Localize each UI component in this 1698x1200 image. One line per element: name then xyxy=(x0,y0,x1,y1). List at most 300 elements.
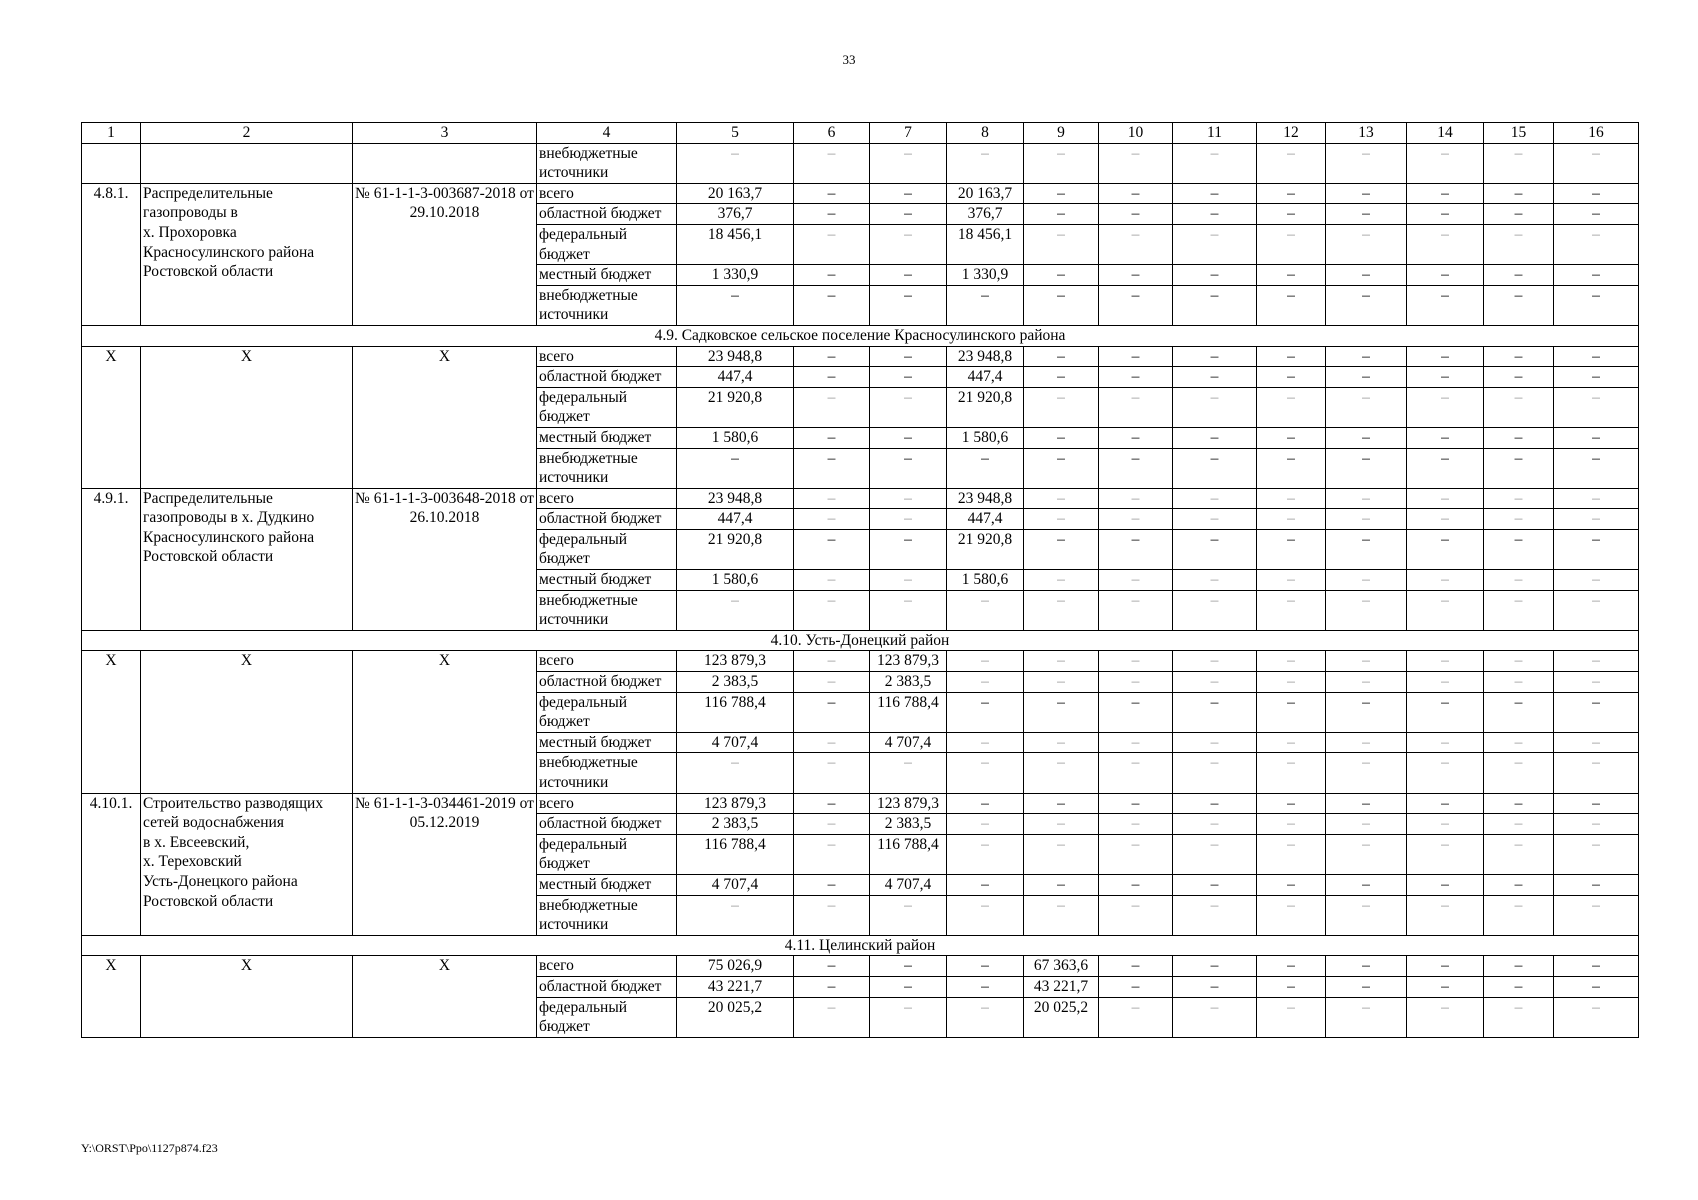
funding-source-label: местный бюджет xyxy=(537,732,677,753)
value-cell: – xyxy=(1024,204,1099,225)
value-cell: 2 383,5 xyxy=(870,814,947,835)
value-cell: – xyxy=(794,956,870,977)
value-cell: – xyxy=(1024,753,1099,793)
funding-source-label: всего xyxy=(537,183,677,204)
value-cell: 116 788,4 xyxy=(677,692,794,732)
value-cell: – xyxy=(1099,874,1173,895)
value-cell: – xyxy=(1407,448,1484,488)
value-cell: – xyxy=(1407,732,1484,753)
value-cell: – xyxy=(1257,427,1326,448)
value-cell: – xyxy=(1173,814,1257,835)
table-row xyxy=(82,346,1639,367)
value-cell: – xyxy=(870,753,947,793)
value-cell: – xyxy=(1024,224,1099,264)
value-cell: – xyxy=(870,285,947,325)
value-cell: – xyxy=(1099,997,1173,1037)
value-cell: – xyxy=(947,834,1024,874)
funding-source-label: внебюджетные источники xyxy=(537,143,677,183)
section-title: 4.11. Целинский район xyxy=(82,935,1639,956)
funding-source-label: федеральный бюджет xyxy=(537,997,677,1037)
value-cell: – xyxy=(1484,570,1554,591)
value-cell: – xyxy=(794,448,870,488)
object-name-cell: Распределительные газопроводы в х. Прохоровка Красносулинского района Ростовской области xyxy=(141,183,353,325)
value-cell: – xyxy=(947,590,1024,630)
value-cell: – xyxy=(794,265,870,286)
value-cell: – xyxy=(1326,976,1407,997)
value-cell: – xyxy=(1326,488,1407,509)
value-cell: – xyxy=(1407,814,1484,835)
value-cell: – xyxy=(1173,570,1257,591)
value-cell: 2 383,5 xyxy=(677,672,794,693)
value-cell: – xyxy=(1326,753,1407,793)
value-cell: – xyxy=(1173,874,1257,895)
row-id-cell: X xyxy=(82,651,141,793)
value-cell: – xyxy=(1099,793,1173,814)
funding-source-label: областной бюджет xyxy=(537,509,677,530)
document-number-cell xyxy=(353,143,537,183)
funding-source-label: областной бюджет xyxy=(537,672,677,693)
value-cell: – xyxy=(1484,509,1554,530)
value-cell: – xyxy=(1173,793,1257,814)
funding-source-label: областной бюджет xyxy=(537,204,677,225)
document-number-cell: X xyxy=(353,651,537,793)
table-row xyxy=(82,651,1639,672)
value-cell: – xyxy=(1024,367,1099,388)
value-cell: – xyxy=(870,570,947,591)
funding-source-label: внебюджетные источники xyxy=(537,285,677,325)
value-cell: – xyxy=(1407,346,1484,367)
funding-source-label: всего xyxy=(537,651,677,672)
value-cell: – xyxy=(1024,570,1099,591)
value-cell: – xyxy=(1024,509,1099,530)
value-cell: – xyxy=(1554,651,1639,672)
value-cell: 67 363,6 xyxy=(1024,956,1099,977)
value-cell: – xyxy=(1257,570,1326,591)
value-cell: – xyxy=(870,224,947,264)
value-cell: 447,4 xyxy=(677,509,794,530)
value-cell: – xyxy=(1326,367,1407,388)
value-cell: – xyxy=(794,387,870,427)
value-cell: – xyxy=(1326,143,1407,183)
section-header-row xyxy=(82,325,1639,346)
value-cell: – xyxy=(1554,753,1639,793)
value-cell: – xyxy=(1554,834,1639,874)
value-cell: – xyxy=(1407,753,1484,793)
value-cell: 1 330,9 xyxy=(677,265,794,286)
value-cell: 2 383,5 xyxy=(870,672,947,693)
budget-table xyxy=(81,122,1639,1038)
value-cell: – xyxy=(1257,793,1326,814)
table-body xyxy=(82,143,1639,1037)
value-cell: – xyxy=(1554,956,1639,977)
value-cell: – xyxy=(1173,427,1257,448)
value-cell: – xyxy=(1554,976,1639,997)
section-header-row xyxy=(82,630,1639,651)
value-cell: – xyxy=(794,529,870,569)
value-cell: – xyxy=(1173,590,1257,630)
value-cell: – xyxy=(1099,224,1173,264)
column-header: 3 xyxy=(353,123,537,144)
value-cell: – xyxy=(1024,672,1099,693)
funding-source-label: всего xyxy=(537,488,677,509)
value-cell: – xyxy=(1407,529,1484,569)
document-number-cell: X xyxy=(353,346,537,488)
value-cell: – xyxy=(1554,346,1639,367)
value-cell: – xyxy=(1484,672,1554,693)
funding-source-label: областной бюджет xyxy=(537,976,677,997)
value-cell: – xyxy=(1484,346,1554,367)
value-cell: – xyxy=(1484,183,1554,204)
value-cell: – xyxy=(1257,488,1326,509)
value-cell: – xyxy=(1024,590,1099,630)
value-cell: – xyxy=(1554,590,1639,630)
value-cell: – xyxy=(1407,793,1484,814)
value-cell: – xyxy=(1407,651,1484,672)
document-number-cell: № 61-1-1-3-003648-2018 от 26.10.2018 xyxy=(353,488,537,630)
value-cell: – xyxy=(1173,204,1257,225)
value-cell: 20 025,2 xyxy=(677,997,794,1037)
column-number-row xyxy=(82,123,1639,144)
value-cell: – xyxy=(870,976,947,997)
value-cell: – xyxy=(1173,183,1257,204)
value-cell: – xyxy=(1257,367,1326,388)
value-cell: – xyxy=(1554,732,1639,753)
value-cell: – xyxy=(1326,224,1407,264)
value-cell: – xyxy=(1326,814,1407,835)
value-cell: – xyxy=(1099,956,1173,977)
funding-source-label: федеральный бюджет xyxy=(537,387,677,427)
value-cell: 447,4 xyxy=(947,509,1024,530)
value-cell: – xyxy=(1024,285,1099,325)
value-cell: – xyxy=(1484,976,1554,997)
value-cell: – xyxy=(794,427,870,448)
value-cell: – xyxy=(1407,387,1484,427)
value-cell: – xyxy=(1099,509,1173,530)
value-cell: – xyxy=(677,143,794,183)
value-cell: – xyxy=(1099,672,1173,693)
column-header: 12 xyxy=(1257,123,1326,144)
value-cell: – xyxy=(1484,814,1554,835)
value-cell: – xyxy=(1257,814,1326,835)
value-cell: – xyxy=(1024,448,1099,488)
value-cell: – xyxy=(947,672,1024,693)
value-cell: – xyxy=(1099,285,1173,325)
value-cell: – xyxy=(1024,692,1099,732)
funding-source-label: внебюджетные источники xyxy=(537,895,677,935)
value-cell: – xyxy=(677,590,794,630)
value-cell: – xyxy=(947,651,1024,672)
value-cell: – xyxy=(1554,488,1639,509)
value-cell: – xyxy=(1173,651,1257,672)
funding-source-label: всего xyxy=(537,956,677,977)
value-cell: 4 707,4 xyxy=(870,732,947,753)
value-cell: – xyxy=(1257,509,1326,530)
value-cell: – xyxy=(1484,488,1554,509)
value-cell: – xyxy=(1554,204,1639,225)
value-cell: 1 580,6 xyxy=(947,570,1024,591)
value-cell: – xyxy=(1407,285,1484,325)
value-cell: – xyxy=(1554,285,1639,325)
value-cell: – xyxy=(870,529,947,569)
value-cell: 23 948,8 xyxy=(677,346,794,367)
value-cell: – xyxy=(1554,672,1639,693)
value-cell: – xyxy=(870,427,947,448)
value-cell: – xyxy=(794,651,870,672)
document-number-cell: X xyxy=(353,956,537,1037)
value-cell: – xyxy=(947,753,1024,793)
value-cell: 21 920,8 xyxy=(677,529,794,569)
value-cell: – xyxy=(1257,224,1326,264)
value-cell: 23 948,8 xyxy=(947,488,1024,509)
value-cell: 1 580,6 xyxy=(947,427,1024,448)
object-name-cell: X xyxy=(141,956,353,1037)
value-cell: – xyxy=(1099,367,1173,388)
value-cell: – xyxy=(1484,692,1554,732)
value-cell: – xyxy=(870,265,947,286)
value-cell: – xyxy=(677,895,794,935)
value-cell: – xyxy=(1099,529,1173,569)
value-cell: – xyxy=(1554,793,1639,814)
value-cell: – xyxy=(1024,793,1099,814)
value-cell: – xyxy=(1024,265,1099,286)
value-cell: 4 707,4 xyxy=(677,732,794,753)
table-row xyxy=(82,488,1639,509)
value-cell: – xyxy=(1173,143,1257,183)
value-cell: – xyxy=(947,793,1024,814)
value-cell: – xyxy=(1099,143,1173,183)
value-cell: 447,4 xyxy=(677,367,794,388)
value-cell: – xyxy=(1257,529,1326,569)
value-cell: – xyxy=(1326,997,1407,1037)
value-cell: – xyxy=(1099,590,1173,630)
column-header: 7 xyxy=(870,123,947,144)
value-cell: – xyxy=(870,956,947,977)
value-cell: – xyxy=(1484,204,1554,225)
object-name-cell: Строительство разводящих сетей водоснабжения в х. Евсеевский, х. Тереховский Усть-Донецкого района Ростовской области xyxy=(141,793,353,935)
value-cell: – xyxy=(870,367,947,388)
value-cell: – xyxy=(1099,692,1173,732)
value-cell: – xyxy=(870,346,947,367)
value-cell: – xyxy=(1326,285,1407,325)
column-header: 16 xyxy=(1554,123,1639,144)
value-cell: – xyxy=(1554,367,1639,388)
value-cell: – xyxy=(1257,387,1326,427)
value-cell: – xyxy=(1326,448,1407,488)
value-cell: 376,7 xyxy=(947,204,1024,225)
value-cell: – xyxy=(1173,976,1257,997)
value-cell: 18 456,1 xyxy=(947,224,1024,264)
value-cell: – xyxy=(794,976,870,997)
funding-source-label: местный бюджет xyxy=(537,427,677,448)
value-cell: – xyxy=(1407,143,1484,183)
value-cell: – xyxy=(1484,448,1554,488)
value-cell: – xyxy=(1173,285,1257,325)
value-cell: – xyxy=(1173,529,1257,569)
value-cell: 20 163,7 xyxy=(677,183,794,204)
value-cell: – xyxy=(1326,895,1407,935)
value-cell: – xyxy=(1257,448,1326,488)
value-cell: – xyxy=(947,448,1024,488)
value-cell: – xyxy=(1407,874,1484,895)
value-cell: – xyxy=(1554,265,1639,286)
section-title: 4.9. Садковское сельское поселение Красносулинского района xyxy=(82,325,1639,346)
document-number-cell: № 61-1-1-3-034461-2019 от 05.12.2019 xyxy=(353,793,537,935)
value-cell: – xyxy=(1407,590,1484,630)
value-cell: – xyxy=(1554,997,1639,1037)
funding-source-label: областной бюджет xyxy=(537,367,677,388)
column-header: 10 xyxy=(1099,123,1173,144)
value-cell: – xyxy=(1099,570,1173,591)
value-cell: 4 707,4 xyxy=(677,874,794,895)
column-header: 1 xyxy=(82,123,141,144)
funding-source-label: внебюджетные источники xyxy=(537,753,677,793)
value-cell: – xyxy=(1407,509,1484,530)
value-cell: – xyxy=(947,956,1024,977)
value-cell: – xyxy=(794,488,870,509)
value-cell: – xyxy=(1024,427,1099,448)
value-cell: – xyxy=(1257,874,1326,895)
value-cell: – xyxy=(794,590,870,630)
value-cell: – xyxy=(1173,692,1257,732)
row-id-cell xyxy=(82,143,141,183)
value-cell: – xyxy=(1257,651,1326,672)
value-cell: – xyxy=(1484,834,1554,874)
value-cell: – xyxy=(1484,143,1554,183)
value-cell: – xyxy=(1554,529,1639,569)
value-cell: – xyxy=(1484,367,1554,388)
value-cell: – xyxy=(947,976,1024,997)
value-cell: – xyxy=(870,488,947,509)
funding-source-label: местный бюджет xyxy=(537,570,677,591)
value-cell: – xyxy=(794,224,870,264)
value-cell: 23 948,8 xyxy=(947,346,1024,367)
document-number-cell: № 61-1-1-3-003687-2018 от 29.10.2018 xyxy=(353,183,537,325)
value-cell: – xyxy=(1554,570,1639,591)
row-id-cell: X xyxy=(82,956,141,1037)
value-cell: 1 580,6 xyxy=(677,570,794,591)
value-cell: – xyxy=(794,895,870,935)
row-id-cell: 4.10.1. xyxy=(82,793,141,935)
value-cell: 376,7 xyxy=(677,204,794,225)
value-cell: – xyxy=(1554,509,1639,530)
value-cell: – xyxy=(1326,509,1407,530)
value-cell: – xyxy=(1326,570,1407,591)
value-cell: – xyxy=(1326,346,1407,367)
value-cell: – xyxy=(1099,834,1173,874)
value-cell: – xyxy=(677,753,794,793)
value-cell: – xyxy=(1173,732,1257,753)
value-cell: – xyxy=(870,183,947,204)
value-cell: – xyxy=(1024,183,1099,204)
value-cell: – xyxy=(1326,427,1407,448)
value-cell: – xyxy=(1484,427,1554,448)
value-cell: – xyxy=(1326,672,1407,693)
value-cell: – xyxy=(1484,732,1554,753)
value-cell: – xyxy=(677,285,794,325)
object-name-cell: X xyxy=(141,346,353,488)
column-header: 9 xyxy=(1024,123,1099,144)
value-cell: – xyxy=(1484,285,1554,325)
value-cell: 123 879,3 xyxy=(870,651,947,672)
value-cell: – xyxy=(1257,346,1326,367)
value-cell: – xyxy=(1407,997,1484,1037)
row-id-cell: 4.8.1. xyxy=(82,183,141,325)
value-cell: 20 163,7 xyxy=(947,183,1024,204)
value-cell: – xyxy=(1407,488,1484,509)
column-header: 15 xyxy=(1484,123,1554,144)
value-cell: – xyxy=(1326,183,1407,204)
value-cell: – xyxy=(1326,732,1407,753)
value-cell: – xyxy=(1257,834,1326,874)
value-cell: – xyxy=(1099,488,1173,509)
value-cell: – xyxy=(1554,387,1639,427)
value-cell: – xyxy=(677,448,794,488)
value-cell: – xyxy=(1024,874,1099,895)
value-cell: – xyxy=(1099,732,1173,753)
value-cell: 75 026,9 xyxy=(677,956,794,977)
footer-file-path: Y:\ORST\Ppo\1127p874.f23 xyxy=(81,1141,218,1155)
value-cell: – xyxy=(947,997,1024,1037)
value-cell: – xyxy=(1554,692,1639,732)
value-cell: – xyxy=(794,346,870,367)
value-cell: – xyxy=(1554,427,1639,448)
value-cell: – xyxy=(1407,834,1484,874)
value-cell: – xyxy=(1173,997,1257,1037)
value-cell: – xyxy=(947,874,1024,895)
value-cell: – xyxy=(1024,814,1099,835)
value-cell: – xyxy=(1099,427,1173,448)
value-cell: – xyxy=(1326,874,1407,895)
value-cell: – xyxy=(1173,509,1257,530)
object-name-cell: X xyxy=(141,651,353,793)
value-cell: – xyxy=(1484,895,1554,935)
table-row xyxy=(82,183,1639,204)
value-cell: 116 788,4 xyxy=(677,834,794,874)
object-name-cell xyxy=(141,143,353,183)
value-cell: – xyxy=(1099,895,1173,935)
funding-source-label: областной бюджет xyxy=(537,814,677,835)
value-cell: – xyxy=(1326,793,1407,814)
value-cell: – xyxy=(1257,895,1326,935)
value-cell: – xyxy=(1173,956,1257,977)
value-cell: – xyxy=(794,570,870,591)
value-cell: – xyxy=(1257,692,1326,732)
value-cell: – xyxy=(1173,224,1257,264)
value-cell: – xyxy=(1407,224,1484,264)
value-cell: – xyxy=(1554,874,1639,895)
column-header: 11 xyxy=(1173,123,1257,144)
value-cell: – xyxy=(1024,387,1099,427)
value-cell: – xyxy=(794,509,870,530)
value-cell: – xyxy=(1484,265,1554,286)
value-cell: – xyxy=(947,814,1024,835)
value-cell: – xyxy=(1326,956,1407,977)
value-cell: – xyxy=(794,672,870,693)
value-cell: – xyxy=(1173,448,1257,488)
funding-source-label: федеральный бюджет xyxy=(537,834,677,874)
value-cell: 123 879,3 xyxy=(870,793,947,814)
value-cell: – xyxy=(1554,183,1639,204)
table-row xyxy=(82,956,1639,977)
table-row xyxy=(82,143,1639,183)
value-cell: – xyxy=(1407,895,1484,935)
value-cell: – xyxy=(1326,265,1407,286)
value-cell: – xyxy=(1173,834,1257,874)
value-cell: 43 221,7 xyxy=(1024,976,1099,997)
row-id-cell: 4.9.1. xyxy=(82,488,141,630)
value-cell: – xyxy=(1484,651,1554,672)
value-cell: 116 788,4 xyxy=(870,834,947,874)
